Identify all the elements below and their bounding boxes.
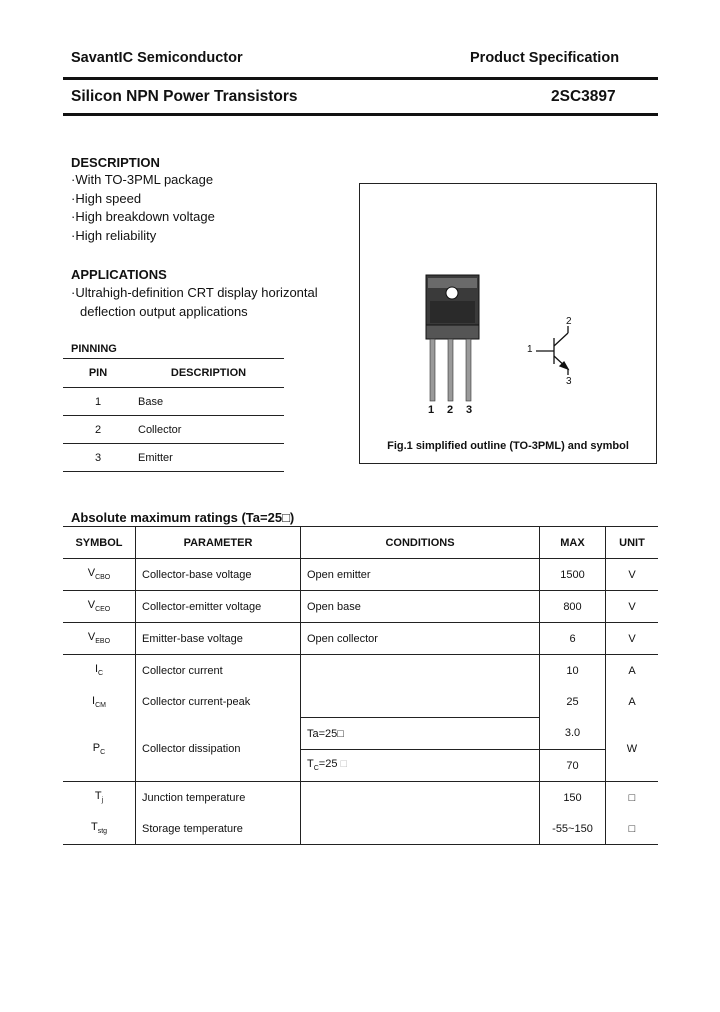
max-cell: -55~150 <box>540 813 606 845</box>
description-item: ·High reliability <box>71 228 157 244</box>
description-item: ·High speed <box>71 190 142 206</box>
parameter-cell: Collector current-peak <box>136 686 301 718</box>
column-header: DESCRIPTION <box>170 367 247 379</box>
column-header: UNIT <box>606 527 659 559</box>
unit-cell: □ <box>606 813 659 845</box>
column-header: PIN <box>88 367 108 379</box>
conditions-cell: Open collector <box>301 623 540 655</box>
lead-label: 3 <box>466 404 473 416</box>
description-list <box>71 171 215 246</box>
unit-cell: A <box>606 686 659 718</box>
max-cell: 25 <box>540 686 606 718</box>
parameter-cell: Storage temperature <box>136 813 301 845</box>
max-cell: 70 <box>540 750 606 782</box>
symbol-cell: $I_{CM}$ <box>92 694 106 709</box>
parameter-cell: Collector current <box>136 655 301 687</box>
pin-description: Collector <box>138 423 182 436</box>
header-rule-top <box>63 77 658 80</box>
product-line: Silicon NPN Power Transistors <box>71 88 298 105</box>
lead-label: 1 <box>428 404 435 416</box>
npn-transistor-symbol <box>536 326 568 375</box>
column-header: SYMBOL <box>63 527 136 559</box>
table-row <box>63 591 658 623</box>
table-header-row <box>63 527 658 559</box>
package-outline-and-symbol <box>359 183 657 464</box>
table-row <box>63 655 658 687</box>
unit-cell: □ <box>606 782 659 814</box>
unit-cell: V <box>606 623 659 655</box>
to3pml-package-drawing <box>426 275 479 401</box>
ratings-heading: Absolute maximum ratings (Ta=25□) <box>71 510 295 525</box>
parameter-cell: Collector-emitter voltage <box>136 591 301 623</box>
conditions-cell: Ta=25□ <box>301 718 540 750</box>
description-item: ·With TO-3PML package <box>71 172 214 187</box>
pin-description: Base <box>138 395 164 408</box>
conditions-cell: $T_C=25$ □ <box>301 750 540 782</box>
table-row <box>63 686 658 718</box>
symbol-cell: $T_{stg}$ <box>63 813 136 845</box>
figure-caption: Fig.1 simplified outline (TO-3PML) and symbol <box>387 440 629 452</box>
symbol-cell: $V_{EBO}$ <box>63 623 136 655</box>
max-cell: 800 <box>540 591 606 623</box>
symbol-cell: $P_C$ <box>63 718 136 782</box>
ratings-table <box>63 526 658 845</box>
unit-cell: V <box>606 559 659 591</box>
parameter-cell: Emitter-base voltage <box>136 623 301 655</box>
table-row <box>63 416 284 444</box>
pin-number: 2 <box>94 423 102 436</box>
symbol-cell: $V_{CEO}$ <box>63 591 136 623</box>
unit-cell: A <box>606 655 659 687</box>
table-header-row <box>63 359 284 388</box>
pin-description: Emitter <box>138 451 173 464</box>
symbol-cell: $V_{CBO}$ <box>63 559 136 591</box>
symbol-emitter-label: 3 <box>566 376 572 387</box>
table-row <box>63 718 658 750</box>
unit-cell: W <box>606 718 659 782</box>
symbol-collector-label: 2 <box>566 316 572 327</box>
doc-type: Product Specification <box>470 50 620 66</box>
table-row <box>63 813 658 845</box>
table-row <box>63 444 284 472</box>
pinning-table <box>63 358 284 472</box>
column-header: MAX <box>540 527 606 559</box>
application-item: ·Ultrahigh-definition CRT display horizontal <box>71 285 318 300</box>
table-row <box>63 623 658 655</box>
column-header: PARAMETER <box>136 527 301 559</box>
pinning-heading: PINNING <box>71 343 117 355</box>
max-cell: 3.0 <box>540 718 606 750</box>
column-header: CONDITIONS <box>301 527 540 559</box>
conditions-cell <box>301 655 540 687</box>
table-row <box>63 388 284 416</box>
description-heading: DESCRIPTION <box>71 155 160 170</box>
part-number: 2SC3897 <box>551 88 616 105</box>
unit-cell: V <box>606 591 659 623</box>
pin-number: 3 <box>94 451 102 464</box>
table-row <box>63 782 658 814</box>
pin-number: 1 <box>94 395 102 408</box>
conditions-cell <box>301 686 540 718</box>
conditions-cell <box>301 782 540 814</box>
conditions-cell: Open emitter <box>301 559 540 591</box>
application-item: deflection output applications <box>80 303 248 319</box>
parameter-cell: Collector-base voltage <box>136 559 301 591</box>
conditions-cell: Open base <box>301 591 540 623</box>
max-cell: 1500 <box>540 559 606 591</box>
max-cell: 6 <box>540 623 606 655</box>
symbol-cell: $I_C$ <box>94 663 104 678</box>
company-name: SavantIC Semiconductor <box>71 50 243 66</box>
symbol-base-label: 1 <box>527 344 533 355</box>
conditions-cell <box>301 813 540 845</box>
table-row <box>63 559 658 591</box>
max-cell: 10 <box>540 655 606 687</box>
parameter-cell: Collector dissipation <box>136 718 301 782</box>
symbol-cell: $T_j$ <box>94 790 104 805</box>
lead-label: 2 <box>447 404 454 416</box>
applications-heading: APPLICATIONS <box>71 267 167 282</box>
header-rule-bottom <box>63 113 658 116</box>
max-cell: 150 <box>540 782 606 814</box>
applications-list <box>71 284 318 321</box>
parameter-cell: Junction temperature <box>136 782 301 814</box>
description-item: ·High breakdown voltage <box>71 209 215 225</box>
